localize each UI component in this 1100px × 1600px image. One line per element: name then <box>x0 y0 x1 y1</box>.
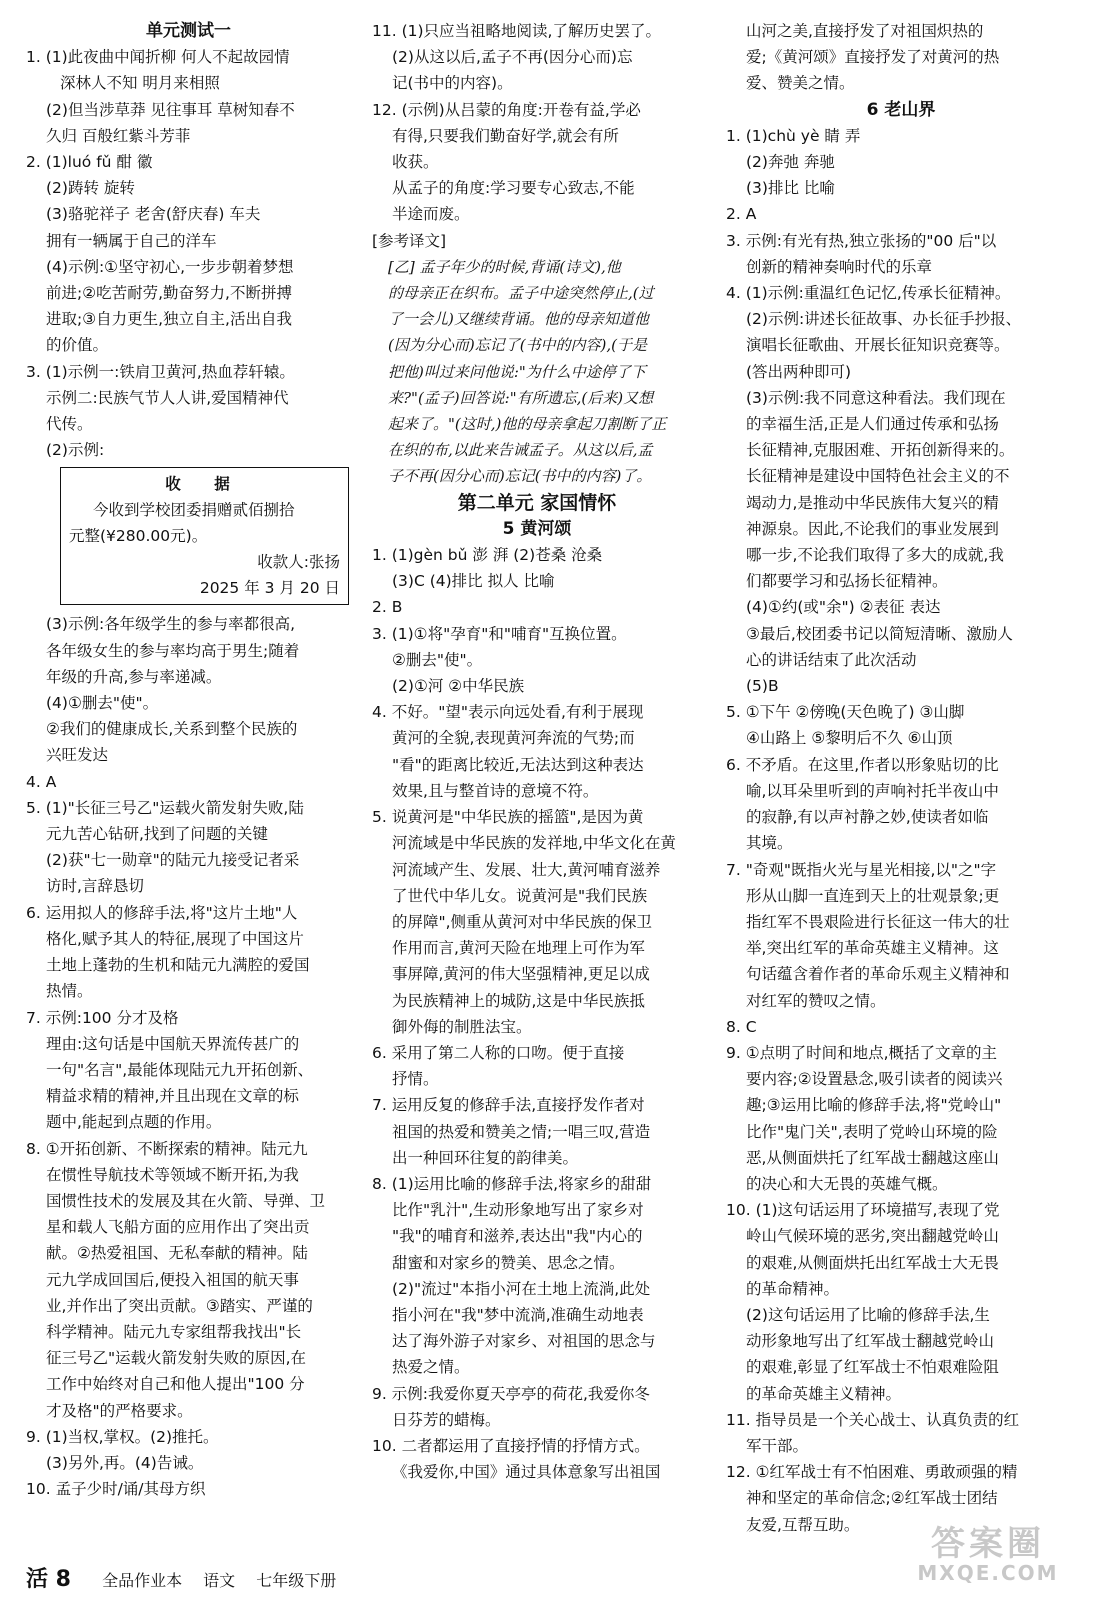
page-number: 活 8 <box>26 1567 71 1592</box>
answer-line: (3)示例:各年级学生的参与率都很高, <box>46 615 296 634</box>
answer-line: (2)示例:讲述长征故事、办长征手抄报、 <box>746 310 1022 329</box>
answer-line: 前进;②吃苦耐劳,勤奋努力,不断拼搏 <box>46 284 292 303</box>
answer-line: 各年级女生的参与率均高于男生;随着 <box>46 641 300 660</box>
answer-line: 在惯性导航技术等领域不断开拓,为我 <box>46 1165 299 1184</box>
answer-line: 示例二:民族气节人人讲,爱国精神代 <box>46 388 289 407</box>
answer-line: 3. (1)示例一:铁肩卫黄河,热血荐轩辕。 <box>26 362 295 381</box>
answer-line: 进取;③自力更生,独立自主,活出自我 <box>46 310 292 329</box>
answer-line: 7. "奇观"既指火光与星光相接,以"之"字 <box>726 860 997 879</box>
section-heading: 第二单元 家国情怀 <box>457 491 617 514</box>
answer-line: "看"的距离比较近,无法达到这种表达 <box>392 755 644 774</box>
answer-line: 友爱,互帮互助。 <box>746 1515 860 1534</box>
answer-line: 把他)叫过来问他说:"为什么中途停了下 <box>388 362 646 381</box>
answer-column-middle <box>372 18 702 1485</box>
answer-line: (2)①河 ②中华民族 <box>392 677 525 696</box>
book-title: 全品作业本 <box>102 1571 183 1590</box>
answer-line: 1. (1)gèn bǔ 澎 湃 (2)苍桑 沧桑 <box>372 546 603 565</box>
answer-line: 神源泉。因此,不论我们的事业发展到 <box>746 519 999 538</box>
answer-line: 12. (示例)从吕蒙的角度:开卷有益,学必 <box>372 100 641 119</box>
answer-line: 3. (1)①将"孕育"和"哺育"互换位置。 <box>372 624 627 643</box>
answer-line: 才及格"的严格要求。 <box>46 1401 193 1420</box>
answer-line: 形从山脚一直连到天上的壮观景象;更 <box>746 886 1000 905</box>
answer-line: (3)另外,再。(4)告诫。 <box>46 1453 204 1472</box>
answer-line: 对红军的赞叹之情。 <box>746 991 886 1010</box>
answer-line: (2)踌转 旋转 <box>46 179 135 198</box>
answer-line: 记(书中的内容)。 <box>392 74 513 93</box>
answer-line: "我"的哺育和滋养,表达出"我"内心的 <box>392 1227 643 1246</box>
answer-line: 心的讲话结束了此次活动 <box>746 650 917 669</box>
answer-line: ④山路上 ⑤黎明后不久 ⑥山顶 <box>746 729 953 748</box>
answer-line: 其境。 <box>746 834 793 853</box>
answer-line: (2)获"七一勋章"的陆元九接受记者采 <box>46 851 300 870</box>
answer-line: 献。②热爱祖国、无私奉献的精神。陆 <box>46 1244 308 1263</box>
subject-label: 语文 <box>203 1571 236 1590</box>
answer-line: 演唱长征歌曲、开展长征知识竞赛等。 <box>746 336 1010 355</box>
answer-line: 12. ①红军战士有不怕困难、勇敢顽强的精 <box>726 1463 1018 1482</box>
answer-line: 6. 采用了第二人称的口吻。便于直接 <box>372 1043 625 1062</box>
answer-line: 长征精神,克服困难、开拓创新得来的。 <box>746 441 1015 460</box>
answer-line: 9. 示例:我爱你夏天亭亭的荷花,我爱你冬 <box>372 1384 650 1403</box>
answer-line: (2)但当涉草莽 见往事耳 草树知春不 <box>46 100 295 119</box>
answer-line: 的寂静,有以声衬静之妙,使读者如临 <box>746 808 989 827</box>
answer-line: 神和坚定的革命信念;②红军战士团结 <box>746 1489 998 1508</box>
answer-line: 的艰难,从侧面烘托出红军战士大无畏 <box>746 1253 999 1272</box>
answer-line: 半途而废。 <box>392 205 470 224</box>
answer-line: 代传。 <box>46 415 93 434</box>
answer-column-left <box>26 18 351 1502</box>
receipt-line: 元整(¥280.00元)。 <box>69 527 208 546</box>
answer-line: 深林人不知 明月来相照 <box>60 74 220 93</box>
answer-line: (答出两种即可) <box>746 362 852 381</box>
section-heading: 5 黄河颂 <box>502 518 572 539</box>
answer-line: 的革命精神。 <box>746 1279 840 1298</box>
answer-line: 10. 孟子少时/诵/其母方织 <box>26 1480 206 1499</box>
answer-line: 出一种回环往复的韵律美。 <box>392 1148 579 1167</box>
answer-line: ②我们的健康成长,关系到整个民族的 <box>46 720 298 739</box>
answer-line: 3. 示例:有光有热,独立张扬的"00 后"以 <box>726 231 997 250</box>
answer-line: 6. 不矛盾。在这里,作者以形象贴切的比 <box>726 755 999 774</box>
answer-line: 河流域是中华民族的发祥地,中华文化在黄 <box>392 834 676 853</box>
answer-line: (2)示例: <box>46 441 105 460</box>
answer-line: 科学精神。陆元九专家组帮我找出"长 <box>46 1322 302 1341</box>
answer-line: 的幸福生活,正是人们通过传承和弘扬 <box>746 415 999 434</box>
answer-line: 2. (1)luó fǔ 酣 徽 <box>26 153 153 172</box>
answer-line: 比作"乳汁",生动形象地写出了家乡对 <box>392 1201 644 1220</box>
answer-line: 长征精神是建设中国特色社会主义的不 <box>746 467 1010 486</box>
answer-line: 抒情。 <box>392 1070 439 1089</box>
answer-line: 元九学成回国后,便投入祖国的航天事 <box>46 1270 299 1289</box>
receipt-box <box>60 467 349 605</box>
answer-line: 年级的升高,参与率递减。 <box>46 667 222 686</box>
answer-line: 来?"(孟子)回答说:"有所遗忘,(后来)又想 <box>388 388 654 407</box>
answer-line: (4)示例:①坚守初心,一步步朝着梦想 <box>46 257 294 276</box>
answer-line: 理由:这句话是中国航天界流传甚广的 <box>46 1034 300 1053</box>
answer-line: 5. ①下午 ②傍晚(天色晚了) ③山脚 <box>726 703 965 722</box>
answer-line: 格化,赋予其人的特征,展现了中国这片 <box>46 929 304 948</box>
answer-line: 10. 二者都运用了直接抒情的抒情方式。 <box>372 1436 650 1455</box>
answer-line: 效果,且与整首诗的意境不符。 <box>392 781 599 800</box>
answer-line: 5. 说黄河是"中华民族的摇篮",是因为黄 <box>372 808 644 827</box>
answer-line: 作用而言,黄河天险在地理上可作为军 <box>392 939 645 958</box>
answer-line: 6. 运用拟人的修辞手法,将"这片土地"人 <box>26 903 298 922</box>
answer-line: 土地上蓬勃的生机和陆元九满腔的爱国 <box>46 956 310 975</box>
answer-line: 甜蜜和对家乡的赞美、思念之情。 <box>392 1253 625 1272</box>
answer-line: 要内容;②设置悬念,吸引读者的阅读兴 <box>746 1070 1003 1089</box>
watermark-logo <box>888 1516 1088 1585</box>
answer-line: 趣;③运用比喻的修辞手法,将"党岭山" <box>746 1096 1002 1115</box>
answer-line: (4)①删去"使"。 <box>46 694 159 713</box>
answer-line: 动形象地写出了红军战士翻越党岭山 <box>746 1332 995 1351</box>
answer-line: 久归 百般红紫斗芳菲 <box>46 126 191 145</box>
answer-line: 2. A <box>726 205 757 224</box>
watermark-line2: MXQE.COM <box>917 1561 1059 1585</box>
answer-line: ②删去"使"。 <box>392 650 483 669</box>
answer-line: 爱;《黄河颂》直接抒发了对黄河的热 <box>746 48 1000 67</box>
answer-line: 热情。 <box>46 982 93 1001</box>
section-heading: 6 老山界 <box>866 99 936 120</box>
answer-line: 喻,以耳朵里听到的声响衬托半夜山中 <box>746 781 999 800</box>
answer-line: 2. B <box>372 598 403 617</box>
answer-line: 御外侮的制胜法宝。 <box>392 1017 532 1036</box>
answer-line: (4)①约(或"余") ②表征 表达 <box>746 598 941 617</box>
answer-line: 子不再(因分心而)忘记(书中的内容)了。 <box>388 467 652 486</box>
answer-line: 10. (1)这句话运用了环境描写,表现了党 <box>726 1201 1000 1220</box>
answer-line: 星和载人飞船方面的应用作出了突出贡 <box>46 1218 310 1237</box>
answer-line: 9. ①点明了时间和地点,概括了文章的主 <box>726 1043 998 1062</box>
answer-line: 爱、赞美之情。 <box>746 74 855 93</box>
answer-line: 黄河的全貌,表现黄河奔流的气势;而 <box>392 729 635 748</box>
answer-line: 恶,从侧面烘托了红军战士翻越这座山 <box>746 1148 999 1167</box>
answer-line: 4. A <box>26 772 57 791</box>
answer-line: 指红军不畏艰险进行长征这一伟大的壮 <box>746 912 1010 931</box>
answer-line: 哪一步,不论我们取得了多大的成就,我 <box>746 546 1004 565</box>
answer-line: 的决心和大无畏的英雄气概。 <box>746 1174 948 1193</box>
answer-line: 业,并作出了突出贡献。③踏实、严谨的 <box>46 1296 313 1315</box>
answer-line: 8. C <box>726 1017 757 1036</box>
answer-line: 元九苦心钻研,找到了问题的关键 <box>46 825 268 844</box>
answer-line: (2)这句话运用了比喻的修辞手法,生 <box>746 1305 990 1324</box>
answer-line: ③最后,校团委书记以简短清晰、激励人 <box>746 624 1013 643</box>
answer-line: 事屏障,黄河的伟大坚强精神,更足以成 <box>392 965 650 984</box>
answer-line: 有得,只要我们勤奋好学,就会有所 <box>392 126 619 145</box>
answer-line: 7. 示例:100 分才及格 <box>26 1008 179 1027</box>
answer-line: 达了海外游子对家乡、对祖国的思念与 <box>392 1332 656 1351</box>
answer-line: 征三号乙"运载火箭发射失败的原因,在 <box>46 1349 307 1368</box>
answer-line: 《我爱你,中国》通过具体意象写出祖国 <box>392 1463 661 1482</box>
answer-line: [乙] 孟子年少的时候,背诵(诗文),他 <box>388 257 621 276</box>
page-footer <box>26 1562 352 1593</box>
answer-line: 访时,言辞恳切 <box>46 877 144 896</box>
answer-line: 11. 指导员是一个关心战士、认真负责的红 <box>726 1410 1020 1429</box>
answer-line: 在织的布,以此来告诫孟子。从这以后,孟 <box>388 441 653 460</box>
receipt-date: 2025 年 3 月 20 日 <box>199 579 340 598</box>
answer-line: 日芬芳的蜡梅。 <box>392 1410 501 1429</box>
answer-line: 们都要学习和弘扬长征精神。 <box>746 572 948 591</box>
answer-line: 的艰难,彰显了红军战士不怕艰难险阻 <box>746 1358 999 1377</box>
answer-line: 的母亲正在织布。孟子中途突然停止,(过 <box>388 284 654 303</box>
answer-line: 的屏障",侧重从黄河对中华民族的保卫 <box>392 912 653 931</box>
answer-line: 了一会儿)又继续背诵。他的母亲知道他 <box>388 310 649 329</box>
answer-line: 兴旺发达 <box>46 746 109 765</box>
answer-line: 7. 运用反复的修辞手法,直接抒发作者对 <box>372 1096 645 1115</box>
answer-line: 8. (1)运用比喻的修辞手法,将家乡的甜甜 <box>372 1174 652 1193</box>
answer-line: (5)B <box>746 677 779 696</box>
answer-line: 比作"鬼门关",表明了党岭山环境的险 <box>746 1122 998 1141</box>
answer-line: 题中,能起到点题的作用。 <box>46 1113 222 1132</box>
answer-line: (2)从这以后,孟子不再(因分心而)忘 <box>392 48 633 67</box>
answer-line: 国惯性技术的发展及其在火箭、导弹、卫 <box>46 1191 326 1210</box>
answer-line: 热爱之情。 <box>392 1358 470 1377</box>
answer-line: 9. (1)当权,掌权。(2)推托。 <box>26 1427 219 1446</box>
answer-column-right <box>726 18 1076 1538</box>
answer-line: 起来了。"(这时,)他的母亲拿起刀割断了正 <box>388 415 667 434</box>
answer-line: 山河之美,直接抒发了对祖国炽热的 <box>746 22 984 40</box>
answer-line: 竭动力,是推动中华民族伟大复兴的精 <box>746 493 999 512</box>
answer-line: 为民族精神上的城防,这是中华民族抵 <box>392 991 645 1010</box>
answer-line: 的革命英雄主义精神。 <box>746 1384 902 1403</box>
answer-line: 工作中始终对自己和他人提出"100 分 <box>46 1375 305 1394</box>
answer-line: 句话蕴含着作者的革命乐观主义精神和 <box>746 965 1010 984</box>
answer-line: 11. (1)只应当祖略地阅读,了解历史罢了。 <box>372 22 661 40</box>
answer-line: 军干部。 <box>746 1436 809 1455</box>
answer-line: 8. ①开拓创新、不断探索的精神。陆元九 <box>26 1139 308 1158</box>
answer-line: (2)"流过"本指小河在土地上流淌,此处 <box>392 1279 651 1298</box>
answer-line: 1. (1)chù yè 睛 弄 <box>726 126 861 145</box>
answer-line: (3)C (4)排比 拟人 比喻 <box>392 572 555 591</box>
answer-line: 河流域产生、发展、壮大,黄河哺育滋养 <box>392 860 661 879</box>
answer-line: 岭山气候环境的恶劣,突出翻越党岭山 <box>746 1227 999 1246</box>
answer-line: [参考译文] <box>372 231 447 250</box>
answer-line: 4. (1)示例:重温红色记忆,传承长征精神。 <box>726 284 1011 303</box>
answer-line: (3)骆驼祥子 老舍(舒庆春) 车夫 <box>46 205 261 224</box>
receipt-payee: 收款人:张扬 <box>257 553 340 572</box>
answer-line: 精益求精的精神,并且出现在文章的标 <box>46 1087 299 1106</box>
receipt-line: 今收到学校团委捐赠贰佰捌拾 <box>93 501 295 520</box>
answer-line: 1. (1)此夜曲中闻折柳 何人不起故园情 <box>26 48 290 67</box>
answer-line: 4. 不好。"望"表示向远处看,有利于展现 <box>372 703 644 722</box>
answer-line: 从孟子的角度:学习要专心致志,不能 <box>392 179 635 198</box>
answer-line: 5. (1)"长征三号乙"运载火箭发射失败,陆 <box>26 798 304 817</box>
answer-line: 的价值。 <box>46 336 109 355</box>
section-heading: 单元测试一 <box>146 21 231 41</box>
answer-line: (2)奔弛 奔驰 <box>746 153 835 172</box>
answer-line: (3)排比 比喻 <box>746 179 835 198</box>
watermark-line1: 答案圈 <box>931 1524 1045 1564</box>
answer-line: 祖国的热爱和赞美之情;一唱三叹,营造 <box>392 1122 651 1141</box>
answer-line: 指小河在"我"梦中流淌,准确生动地表 <box>392 1305 644 1324</box>
receipt-title: 收 据 <box>165 475 244 494</box>
grade-label: 七年级下册 <box>256 1571 337 1590</box>
answer-line: 创新的精神奏响时代的乐章 <box>746 257 933 276</box>
answer-line: 一句"名言",最能体现陆元九开拓创新、 <box>46 1060 314 1079</box>
answer-line: 了世代中华儿女。说黄河是"我们民族 <box>392 886 648 905</box>
answer-line: 收获。 <box>392 153 439 172</box>
answer-line: 拥有一辆属于自己的洋车 <box>46 231 217 250</box>
answer-line: (因为分心而)忘记了(书中的内容),(于是 <box>388 336 648 355</box>
answer-line: 举,突出红军的革命英雄主义精神。这 <box>746 939 999 958</box>
answer-line: (3)示例:我不同意这种看法。我们现在 <box>746 388 1006 407</box>
